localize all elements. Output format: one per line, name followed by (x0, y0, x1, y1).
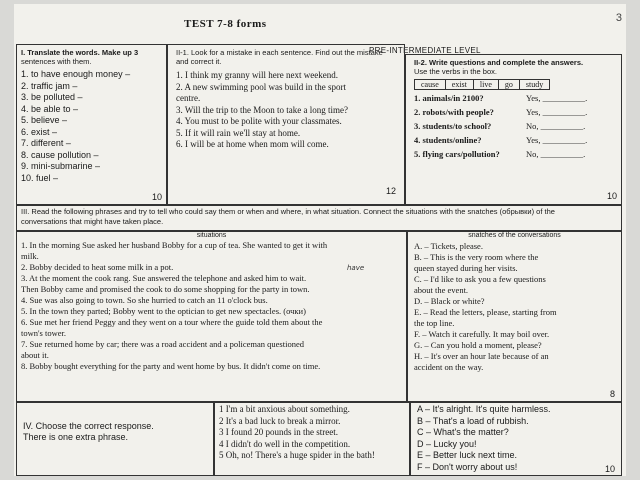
prompt-list (219, 404, 405, 462)
question-list (414, 91, 613, 161)
response-options (410, 402, 622, 476)
translate-word: 7. different – (21, 138, 71, 148)
situation-line: Then Bobby came and promised the cook to do some shopping for the party in town. (21, 284, 310, 294)
response-line: A – It's alright. It's quite harmless. (417, 404, 551, 414)
situation-line: about it. (21, 350, 49, 360)
mistake-sentence: 5. If it will rain we'll stay at home. (176, 127, 301, 138)
snatch-line: the top line. (414, 318, 455, 328)
answer-blank[interactable]: No, __________. (526, 121, 586, 131)
mistake-sentence: 1. I think my granny will here next weekend. (176, 70, 338, 80)
test-sheet (14, 4, 626, 476)
level-label: PRE-INTERMEDIATE LEVEL (369, 46, 481, 55)
translate-word: 6. exist – (21, 126, 58, 137)
translate-word: 3. be polluted – (21, 92, 83, 102)
snatch-line: E. – Read the letters, please, starting from (414, 307, 557, 317)
section-snatches (407, 231, 622, 402)
section-score: 10 (604, 464, 615, 474)
situation-line: 5. In the town they parted; Bobby went to the optician to get new spectacles. (очки) (21, 306, 306, 316)
question-text: 3. students/to school? (414, 121, 492, 131)
verb-cell: study (519, 80, 549, 90)
snatch-line: accident on the way. (414, 362, 484, 372)
answer-blank[interactable]: Yes, __________. (526, 107, 588, 117)
response-line: C – What's the matter? (417, 427, 509, 437)
handwritten-note: have (347, 264, 365, 272)
translate-word: 2. traffic jam – (21, 80, 78, 91)
question-row (414, 147, 613, 161)
situation-line: 2. Bobby decided to heat some milk in a pot. (21, 262, 174, 272)
situation-list (21, 240, 402, 372)
section-questions-instruction: II-2. Write questions and complete the answers. Use the verbs in the box. (414, 58, 584, 76)
section-score: 12 (385, 186, 396, 196)
question-row (414, 119, 613, 133)
situation-line: 8. Bobby bought everything for the party and went home by bus. It didn't come on time. (21, 361, 321, 371)
section-situations-instruction: III. Read the following phrases and try to tell who could say them or when and where, in what situation. Connect the situations with the snatches (обрывки) of the conversations that might have taken place. (16, 205, 622, 231)
translate-word: 8. cause pollution – (21, 149, 99, 160)
snatch-line: B. – This is the very room where the (414, 252, 539, 262)
answer-blank[interactable]: Yes, __________. (526, 93, 588, 103)
snatches-label: snatches of the conversations (468, 232, 561, 239)
prompt-line: 5 Oh, no! There's a huge spider in the bath! (219, 450, 375, 460)
prompt-line: 3 I found 20 pounds in the street. (219, 427, 338, 437)
response-prompts (214, 402, 410, 476)
response-line: F – Don't worry about us! (417, 461, 518, 472)
prompt-line: 4 I didn't do well in the competition. (219, 438, 351, 449)
section-responses: IV. Choose the correct response. There is one extra phrase. (16, 402, 214, 476)
translate-word-list (21, 69, 162, 184)
situation-line: 6. Sue met her friend Peggy and they went on a tour where the guide told them about the (21, 317, 323, 327)
verb-cell: exist (445, 80, 473, 90)
mistake-sentence: 3. Will the trip to the Moon to take a long time? (176, 104, 348, 115)
snatch-line: about the event. (414, 285, 469, 295)
section-translate (16, 44, 167, 205)
page-title: TEST 7-8 forms (184, 18, 267, 30)
snatch-line: C. – I'd like to ask you a few questions (414, 274, 546, 284)
situation-line: milk. (21, 251, 39, 261)
verb-cell: cause (415, 80, 446, 90)
situation-line: 4. Sue was also going to town. So she hurried to catch an 11 o'clock bus. (21, 295, 268, 305)
section-questions (405, 54, 622, 205)
corner-mark: 3 (615, 12, 622, 24)
response-line: D – Lucky you! (417, 438, 477, 449)
question-row (414, 105, 613, 119)
snatch-line: F. – Watch it carefully. It may boil over. (414, 329, 550, 339)
mistake-sentence: 6. I will be at home when mom will come. (176, 139, 329, 149)
translate-word: 10. fuel – (21, 172, 59, 183)
question-text: 1. animals/in 2100? (414, 93, 484, 103)
section-score: 10 (151, 192, 162, 202)
mistake-sentence: 2. A new swimming pool was build in the sport (176, 81, 346, 92)
mistake-sentence: centre. (176, 93, 201, 103)
section-find-mistake-instruction: II-1. Look for a mistake in each sentence. Find out the mistake and correct it. (176, 48, 383, 66)
question-row (414, 133, 613, 147)
question-row (414, 91, 613, 105)
section-score: 8 (609, 389, 615, 399)
verb-cell: live (473, 80, 498, 90)
translate-word: 1. to have enough money – (21, 69, 131, 79)
response-list (417, 404, 615, 473)
snatch-line: A. – Tickets, please. (414, 241, 483, 251)
situations-label: situations (196, 232, 227, 239)
response-line: B – That's a load of rubbish. (417, 415, 529, 426)
section-translate-instruction: I. Translate the words. Make up 3 sentences with them. (21, 48, 139, 66)
prompt-line: 1 I'm a bit anxious about something. (219, 404, 350, 414)
section-score: 10 (606, 191, 617, 201)
snatch-line: H. – It's over an hour late because of an (414, 351, 549, 361)
prompt-line: 2 It's a bad luck to break a mirror. (219, 415, 341, 426)
snatch-line: G. – Can you hold a moment, please? (414, 340, 542, 350)
translate-word: 4. be able to – (21, 103, 79, 114)
mistake-sentence: 4. You must to be polite with your classmates. (176, 116, 342, 126)
snatch-line: queen stayed during her visits. (414, 263, 518, 273)
response-line: E – Better luck next time. (417, 450, 518, 460)
situation-line: 3. At the moment the cook rang. Sue answered the telephone and asked him to wait. (21, 273, 307, 283)
question-text: 5. flying cars/pollution? (414, 149, 500, 159)
snatch-list (414, 241, 615, 373)
translate-word: 5. believe – (21, 115, 68, 125)
question-text: 4. students/online? (414, 135, 482, 145)
verb-box (414, 79, 550, 90)
answer-blank[interactable]: Yes, __________. (526, 135, 588, 145)
answer-blank[interactable]: No, __________. (526, 149, 586, 159)
question-text: 2. robots/with people? (414, 107, 494, 117)
situation-line: 7. Sue returned home by car; there was a road accident and a policeman questioned (21, 339, 304, 349)
situation-line: town's tower. (21, 328, 66, 338)
section-situations (16, 231, 407, 402)
snatch-line: D. – Black or white? (414, 296, 485, 306)
situation-line: 1. In the morning Sue asked her husband Bobby for a cup of tea. She wanted to get it with (21, 240, 328, 250)
translate-word: 9. mini-submarine – (21, 161, 101, 171)
verb-cell: go (498, 80, 519, 90)
mistake-sentence-list (176, 70, 396, 151)
section-find-mistake (167, 44, 405, 205)
